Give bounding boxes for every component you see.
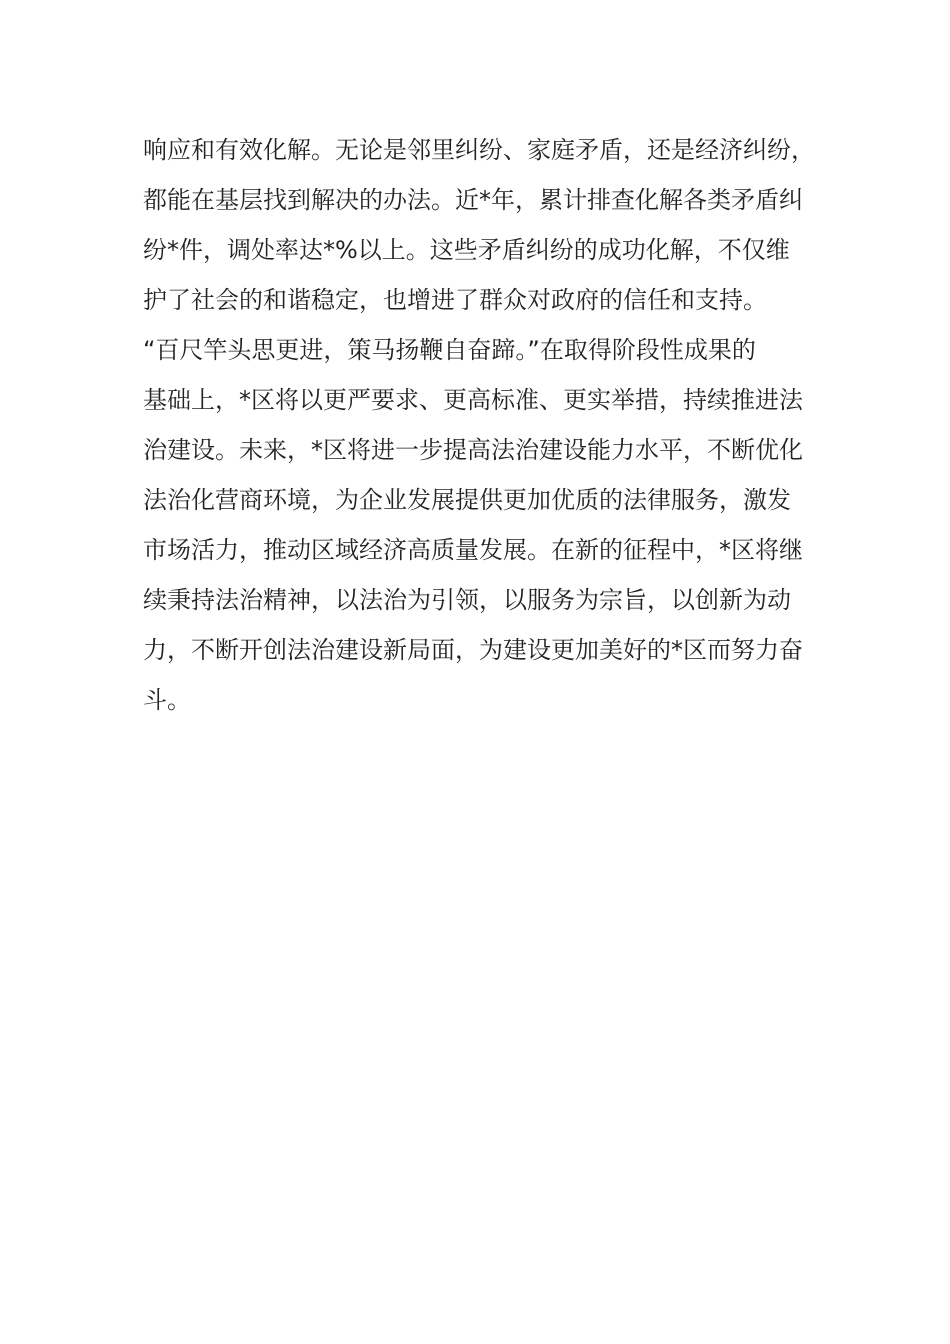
- document-body: [143, 125, 815, 725]
- text-line: 市场活力，推动区域经济高质量发展。在新的征程中，*区将继: [143, 536, 803, 564]
- text-line: 续秉持法治精神，以法治为引领，以服务为宗旨，以创新为动: [143, 586, 791, 614]
- text-line: 响应和有效化解。无论是邻里纠纷、家庭矛盾，还是经济纠纷，: [143, 136, 815, 164]
- text-line: 治建设。未来，*区将进一步提高法治建设能力水平，不断优化: [143, 436, 803, 464]
- text-line: 护了社会的和谐稳定，也增进了群众对政府的信任和支持。: [143, 286, 767, 314]
- text-line: 基础上，*区将以更严要求、更高标准、更实举措，持续推进法: [143, 386, 803, 414]
- text-line: “百尺竿头思更进，策马扬鞭自奋蹄。”在取得阶段性成果的: [143, 336, 756, 364]
- text-line: 纷*件，调处率达*%以上。这些矛盾纠纷的成功化解，不仅维: [143, 236, 790, 264]
- text-line: 法治化营商环境，为企业发展提供更加优质的法律服务，激发: [143, 486, 791, 514]
- text-line: 力，不断开创法治建设新局面，为建设更加美好的*区而努力奋: [143, 636, 803, 664]
- text-line: 斗。: [143, 686, 191, 714]
- text-line: 都能在基层找到解决的办法。近*年，累计排查化解各类矛盾纠: [143, 186, 803, 214]
